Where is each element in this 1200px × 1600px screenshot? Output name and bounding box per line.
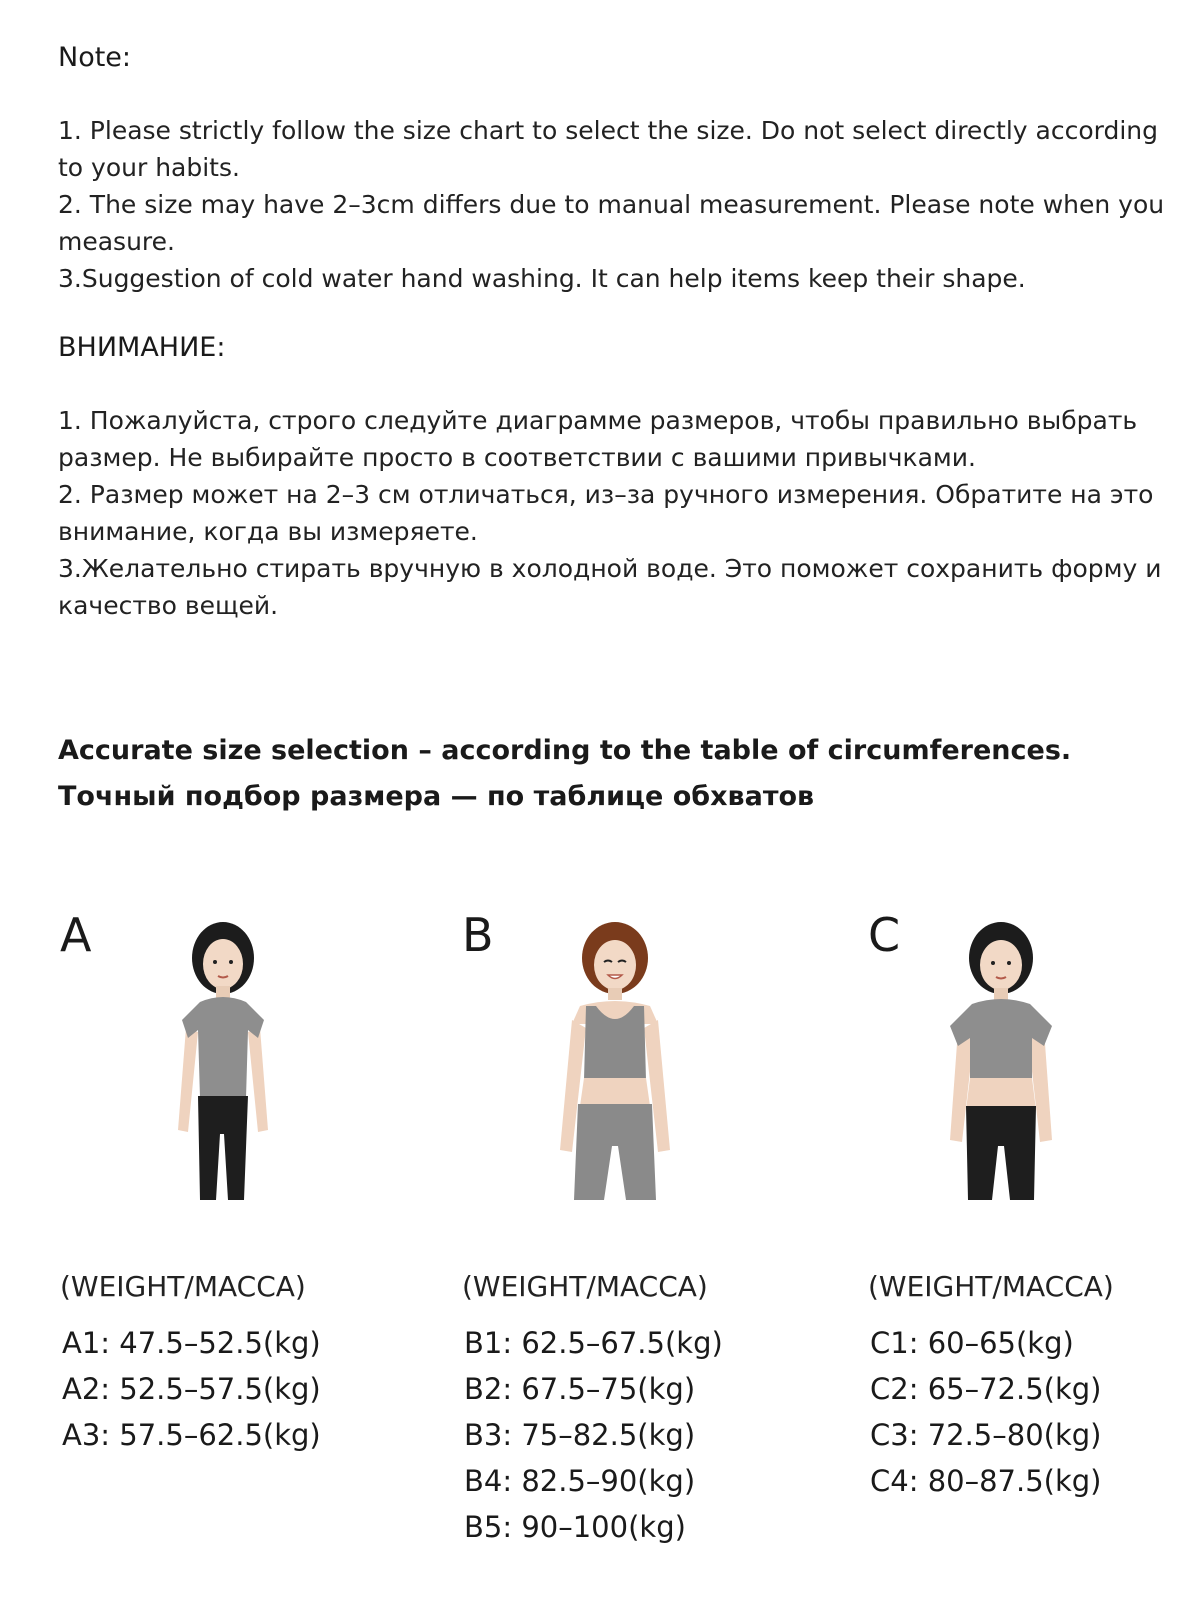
note-heading-ru: ВНИМАНИЕ:: [58, 332, 226, 363]
size-range-list: [62, 1320, 321, 1458]
note-list-ru: [58, 402, 1168, 624]
face: [203, 939, 243, 989]
eye: [1007, 961, 1011, 965]
neck: [608, 988, 622, 1000]
body-type-b-figure: [530, 920, 700, 1220]
body-type-letter: C: [868, 908, 901, 962]
size-range-item: C4: 80–87.5(kg): [870, 1464, 1102, 1498]
neck: [994, 988, 1008, 1000]
leggings: [574, 1104, 656, 1200]
size-range-item: B2: 67.5–75(kg): [464, 1372, 696, 1406]
note-item-en: 3.Suggestion of cold water hand washing. It can help items keep their shape.: [58, 264, 1026, 293]
midriff: [966, 1078, 1036, 1110]
eye: [991, 961, 995, 965]
headline-ru: Точный подбор размера — по таблице обхватов: [58, 781, 815, 812]
weight-title: (WEIGHT/MACCA): [60, 1270, 306, 1303]
size-range-item: B1: 62.5–67.5(kg): [464, 1326, 723, 1360]
size-range-item: B3: 75–82.5(kg): [464, 1418, 696, 1452]
face: [980, 940, 1022, 990]
size-range-item: C2: 65–72.5(kg): [870, 1372, 1102, 1406]
headline-en: Accurate size selection – according to the table of circumferences.: [58, 735, 1072, 766]
right-arm: [248, 1028, 268, 1132]
left-arm: [178, 1028, 198, 1132]
body-type-a-figure: [138, 920, 308, 1220]
size-range-list: [464, 1320, 723, 1550]
face: [594, 940, 636, 990]
pants: [198, 1096, 248, 1200]
body-type-c: [866, 910, 1200, 1550]
body-type-c-figure: [916, 920, 1086, 1220]
size-range-list: [870, 1320, 1102, 1504]
body-type-a: [58, 910, 418, 1550]
note-item-ru: 2. Размер может на 2–3 см отличаться, из–за ручного измерения. Обратите на это внимание, когда вы измеряете.: [58, 480, 1154, 546]
note-list-en: [58, 112, 1168, 297]
size-range-item: A2: 52.5–57.5(kg): [62, 1372, 321, 1406]
body-type-letter: A: [60, 908, 92, 962]
note-heading-en: Note:: [58, 42, 132, 73]
note-item-en: 1. Please strictly follow the size chart to select the size. Do not select directly according to your habits.: [58, 116, 1159, 182]
note-item-ru: 1. Пожалуйста, строго следуйте диаграмме размеров, чтобы правильно выбрать размер. Не выбирайте просто в соответствии с вашими привычками.: [58, 406, 1138, 472]
size-range-item: A1: 47.5–52.5(kg): [62, 1326, 321, 1360]
eye: [213, 960, 217, 964]
size-range-item: C1: 60–65(kg): [870, 1326, 1074, 1360]
size-range-item: B4: 82.5–90(kg): [464, 1464, 696, 1498]
note-item-en: 2. The size may have 2–3cm differs due to manual measurement. Please note when you measure.: [58, 190, 1165, 256]
size-range-item: B5: 90–100(kg): [464, 1510, 686, 1544]
size-selection-headline: [58, 728, 1071, 820]
midriff: [580, 1078, 650, 1106]
weight-title: (WEIGHT/MACCA): [462, 1270, 708, 1303]
pants: [966, 1106, 1036, 1200]
size-range-item: A3: 57.5–62.5(kg): [62, 1418, 321, 1452]
eye: [229, 960, 233, 964]
body-type-letter: B: [462, 908, 494, 962]
weight-title: (WEIGHT/MACCA): [868, 1270, 1114, 1303]
neck: [216, 986, 230, 998]
size-range-item: C3: 72.5–80(kg): [870, 1418, 1102, 1452]
note-item-ru: 3.Желательно стирать вручную в холодной воде. Это поможет сохранить форму и качество вещей.: [58, 554, 1162, 620]
body-type-b: [460, 910, 820, 1550]
